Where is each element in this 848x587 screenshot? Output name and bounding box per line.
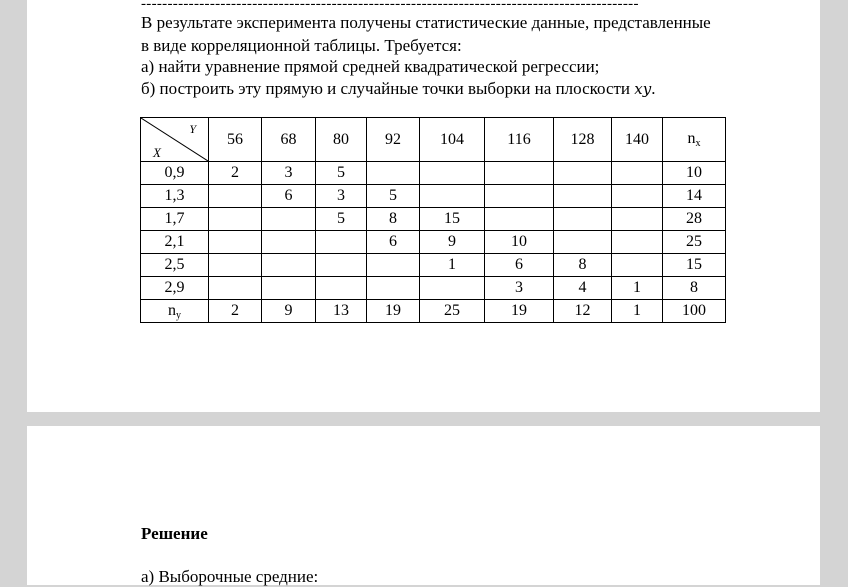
frequency-cell: 6: [485, 254, 554, 277]
problem-line-2: в виде корреляционной таблицы. Требуется:: [141, 36, 462, 55]
corner-y-label: Y: [189, 122, 196, 136]
frequency-cell: 2: [209, 162, 262, 185]
problem-item-b: [141, 78, 655, 100]
frequency-cell: [316, 254, 367, 277]
frequency-cell: [262, 231, 316, 254]
frequency-cell: [612, 185, 663, 208]
frequency-cell: [367, 162, 420, 185]
y-header-cell: 80: [316, 118, 367, 162]
frequency-cell: [209, 277, 262, 300]
frequency-cell: 8: [367, 208, 420, 231]
table-header-row: [141, 118, 726, 162]
diagonal-line: [141, 118, 208, 161]
y-header-cell: 116: [485, 118, 554, 162]
problem-item-b-end: .: [651, 79, 656, 98]
ny-label: n: [168, 301, 176, 319]
table-row: [141, 208, 726, 231]
ny-value-cell: 19: [367, 300, 420, 323]
nx-value-cell: 8: [663, 277, 726, 300]
frequency-cell: 1: [420, 254, 485, 277]
table-row: [141, 277, 726, 300]
frequency-cell: [485, 185, 554, 208]
frequency-cell: [554, 208, 612, 231]
frequency-cell: [209, 254, 262, 277]
x-value-cell: 2,1: [141, 231, 209, 254]
correlation-table: [140, 117, 726, 323]
y-header-cell: 56: [209, 118, 262, 162]
corner-cell: [141, 118, 209, 162]
document-page-2: [27, 426, 820, 585]
ny-value-cell: 25: [420, 300, 485, 323]
frequency-cell: [612, 208, 663, 231]
frequency-cell: [316, 277, 367, 300]
y-header-cell: 92: [367, 118, 420, 162]
frequency-cell: 15: [420, 208, 485, 231]
frequency-cell: [554, 231, 612, 254]
y-header-cell: 128: [554, 118, 612, 162]
x-value-cell: 1,7: [141, 208, 209, 231]
frequency-cell: 5: [316, 162, 367, 185]
problem-item-a: а) найти уравнение прямой средней квадратической регрессии;: [141, 57, 600, 76]
nx-value-cell: 25: [663, 231, 726, 254]
separator-line: ----------------------------------------------------------------------------------------------: [141, 0, 639, 12]
total-cell: 100: [663, 300, 726, 323]
corner-x-label: X: [153, 145, 161, 160]
nx-value-cell: 10: [663, 162, 726, 185]
frequency-cell: 6: [262, 185, 316, 208]
nx-value-cell: 15: [663, 254, 726, 277]
frequency-cell: [612, 162, 663, 185]
nx-label: n: [687, 130, 696, 147]
frequency-cell: [554, 162, 612, 185]
ny-row: [141, 300, 726, 323]
frequency-cell: 6: [367, 231, 420, 254]
frequency-cell: [367, 254, 420, 277]
frequency-cell: [485, 208, 554, 231]
frequency-cell: 3: [316, 185, 367, 208]
frequency-cell: [209, 231, 262, 254]
frequency-cell: [420, 185, 485, 208]
solution-heading: Решение: [141, 524, 208, 543]
frequency-cell: [209, 208, 262, 231]
frequency-cell: [612, 254, 663, 277]
document-page-1: [27, 0, 820, 412]
frequency-cell: [554, 185, 612, 208]
frequency-cell: 3: [262, 162, 316, 185]
ny-label-cell: [141, 300, 209, 323]
frequency-cell: [420, 162, 485, 185]
x-value-cell: 0,9: [141, 162, 209, 185]
nx-header-cell: [663, 118, 726, 162]
y-header-cell: 68: [262, 118, 316, 162]
frequency-cell: [262, 208, 316, 231]
frequency-cell: 5: [316, 208, 367, 231]
ny-value-cell: 12: [554, 300, 612, 323]
frequency-cell: 3: [485, 277, 554, 300]
ny-value-cell: 1: [612, 300, 663, 323]
frequency-cell: 10: [485, 231, 554, 254]
nx-value-cell: 28: [663, 208, 726, 231]
frequency-cell: [420, 277, 485, 300]
frequency-cell: [209, 185, 262, 208]
y-header-cell: 104: [420, 118, 485, 162]
frequency-cell: [367, 277, 420, 300]
frequency-cell: [262, 254, 316, 277]
frequency-cell: [262, 277, 316, 300]
nx-subscript: x: [695, 138, 701, 149]
nx-value-cell: 14: [663, 185, 726, 208]
y-header-cell: 140: [612, 118, 663, 162]
problem-line-1: В результате эксперимента получены статистические данные, представленные: [141, 13, 711, 32]
x-value-cell: 1,3: [141, 185, 209, 208]
x-value-cell: 2,5: [141, 254, 209, 277]
table-row: [141, 254, 726, 277]
ny-value-cell: 2: [209, 300, 262, 323]
ny-value-cell: 19: [485, 300, 554, 323]
frequency-cell: 5: [367, 185, 420, 208]
table-row: [141, 231, 726, 254]
table-row: [141, 162, 726, 185]
frequency-cell: [612, 231, 663, 254]
frequency-cell: 4: [554, 277, 612, 300]
solution-line-a: а) Выборочные средние:: [141, 567, 319, 586]
frequency-cell: 8: [554, 254, 612, 277]
ny-value-cell: 13: [316, 300, 367, 323]
frequency-cell: [485, 162, 554, 185]
problem-item-b-variable: 𝑥𝑦: [634, 80, 652, 98]
x-value-cell: 2,9: [141, 277, 209, 300]
table-row: [141, 185, 726, 208]
ny-value-cell: 9: [262, 300, 316, 323]
ny-subscript: y: [176, 309, 181, 321]
frequency-cell: 9: [420, 231, 485, 254]
frequency-cell: [316, 231, 367, 254]
problem-item-b-text: б) построить эту прямую и случайные точки выборки на плоскости: [141, 79, 635, 98]
frequency-cell: 1: [612, 277, 663, 300]
